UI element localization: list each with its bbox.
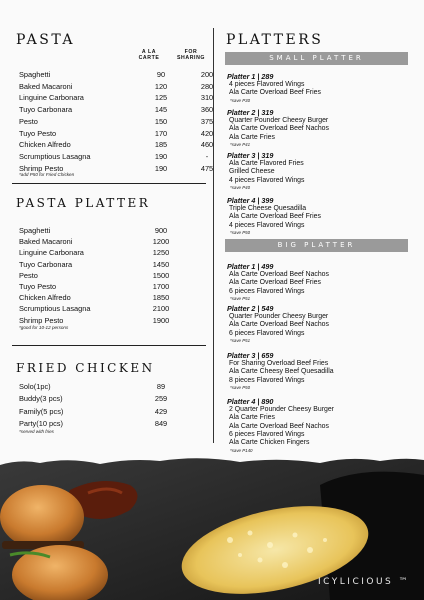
platter-title: Platter 3 | 659 — [227, 351, 274, 360]
fried-chicken-title: FRIED CHICKEN — [16, 361, 155, 375]
platter-item: Triple Cheese Quesadilla — [229, 205, 307, 212]
item-name: Shrimp Pesto — [19, 163, 64, 173]
item-name: Baked Macaroni — [19, 237, 73, 247]
item-name: Tuyo Pesto — [19, 128, 57, 138]
chicken-price: 259 — [154, 394, 168, 404]
platter-item: Grilled Cheese — [229, 168, 275, 176]
platter-title: Platter 4 | 890 — [227, 397, 274, 406]
item-name: Linguine Carbonara — [19, 93, 84, 103]
pasta-platter-title: PASTA PLATTER — [16, 196, 151, 210]
column-divider — [213, 28, 214, 443]
ala-carte-price: 185 — [154, 140, 168, 150]
platter-item: Ala Carte Fries — [229, 414, 275, 422]
item-name: Family(5 pcs) — [19, 406, 64, 416]
table-row — [19, 83, 231, 90]
chicken-price: 89 — [156, 382, 166, 391]
divider — [12, 183, 206, 184]
sharing-price: - — [205, 151, 209, 161]
item-name: Tuyo Carbonara — [19, 105, 73, 115]
pasta-note: *add P50 for Fried Chicken — [19, 172, 75, 177]
brand-logo: ICYLICIOUS ™ — [318, 577, 411, 587]
table-row — [19, 71, 231, 78]
item-name: Chicken Alfredo — [19, 293, 71, 303]
table-row — [19, 106, 231, 113]
platter-savings: *save P51 — [230, 295, 251, 301]
platter-savings: *save P140 — [230, 447, 253, 453]
platter-item: Ala Carte Overload Beef Nachos — [229, 321, 329, 329]
platter-savings: *save P50 — [230, 229, 251, 235]
table-row — [19, 141, 231, 148]
item-name: Linguine Carbonara — [19, 248, 84, 258]
platter-title: Platter 4 | 399 — [227, 196, 274, 205]
item-name: Spaghetti — [19, 70, 51, 79]
table-row — [19, 294, 183, 301]
sharing-price: 475 — [200, 163, 214, 173]
platter-item: Ala Carte Chicken Fingers — [229, 439, 310, 447]
platter-title: Platter 2 | 549 — [227, 304, 274, 313]
table-row — [19, 261, 183, 268]
platter-item: 6 pieces Flavored Wings — [229, 329, 305, 337]
ala-carte-price: 170 — [154, 128, 168, 138]
chicken-price: 849 — [154, 418, 168, 428]
ala-carte-price: 150 — [154, 116, 168, 126]
platter-price: 1250 — [152, 248, 170, 258]
platter-price: 900 — [154, 226, 168, 235]
table-row — [19, 408, 183, 415]
platter-title: Platter 1 | 289 — [227, 72, 274, 81]
item-name: Spaghetti — [19, 226, 51, 235]
table-row — [19, 317, 183, 324]
item-name: Pesto — [19, 116, 38, 126]
platter-item: Ala Carte Overload Beef Nachos — [229, 271, 329, 278]
platter-item: Ala Carte Overload Beef Fries — [229, 279, 321, 287]
table-row — [19, 420, 183, 427]
platter-title: Platter 3 | 319 — [227, 151, 274, 160]
table-row — [19, 383, 183, 390]
item-name: Tuyo Carbonara — [19, 259, 73, 269]
platter-price: 1450 — [152, 259, 170, 269]
table-row — [19, 395, 183, 402]
platter-title: Platter 2 | 319 — [227, 108, 274, 117]
small-platter-banner: SMALL PLATTER — [225, 52, 408, 65]
item-name: Party(10 pcs) — [19, 418, 63, 428]
platter-item: Quarter Pounder Cheesy Burger — [229, 313, 329, 320]
pasta-col-for-sharing: FOR SHARING — [176, 49, 206, 61]
platter-savings: *save P40 — [230, 184, 251, 190]
platter-item: Ala Carte Overload Beef Fries — [229, 89, 321, 97]
platter-price: 1850 — [152, 293, 170, 303]
platter-price: 1500 — [152, 270, 170, 280]
ala-carte-price: 190 — [154, 163, 168, 173]
item-name: Pesto — [19, 270, 38, 280]
sharing-price: 200 — [200, 70, 214, 79]
table-row — [19, 305, 183, 312]
table-row — [19, 272, 183, 279]
table-row — [19, 118, 231, 125]
platter-savings: *save P41 — [230, 141, 251, 147]
big-platter-banner: BIG PLATTER — [225, 239, 408, 252]
platter-item: For Sharing Overload Beef Fries — [229, 360, 329, 367]
platter-item: 2 Quarter Pounder Cheesy Burger — [229, 406, 334, 413]
platter-item: 4 pieces Flavored Wings — [229, 176, 305, 184]
table-row — [19, 249, 183, 256]
item-name: Scrumptious Lasagna — [19, 151, 91, 161]
sharing-price: 360 — [200, 105, 214, 115]
platter-item: Ala Carte Flavored Fries — [229, 160, 304, 167]
platter-item: 8 pieces Flavored Wings — [229, 376, 305, 384]
sharing-price: 310 — [200, 93, 214, 103]
pasta-title: PASTA — [16, 32, 76, 48]
item-name: Buddy(3 pcs) — [19, 394, 63, 404]
platter-item: 4 pieces Flavored Wings — [229, 221, 305, 229]
platter-price: 1200 — [152, 237, 170, 247]
divider — [12, 345, 206, 346]
item-name: Scrumptious Lasagna — [19, 304, 91, 314]
ala-carte-price: 145 — [154, 105, 168, 115]
platter-item: Ala Carte Overload Beef Nachos — [229, 422, 329, 430]
platter-savings: *save P51 — [230, 337, 251, 343]
pasta-platter-note: *good for 10-12 persons — [19, 325, 69, 330]
sharing-price: 280 — [200, 81, 214, 91]
platters-title: PLATTERS — [226, 32, 324, 48]
ala-carte-price: 125 — [154, 93, 168, 103]
platter-item: 6 pieces Flavored Wings — [229, 287, 305, 295]
platter-savings: *save P30 — [230, 97, 251, 103]
ala-carte-price: 90 — [156, 70, 166, 79]
table-row — [19, 283, 183, 290]
ala-carte-price: 120 — [154, 81, 168, 91]
table-row — [19, 165, 231, 172]
platter-savings: *save P50 — [230, 384, 251, 390]
platter-price: 1700 — [152, 282, 170, 291]
fried-chicken-note: *served with fries — [19, 429, 54, 434]
sharing-price: 375 — [200, 116, 214, 126]
platter-item: Ala Carte Overload Beef Fries — [229, 213, 321, 221]
platter-price: 2100 — [152, 304, 170, 314]
sharing-price: 420 — [200, 128, 214, 138]
platter-item: 6 pieces Flavored Wings — [229, 430, 305, 438]
platter-item: Quarter Pounder Cheesy Burger — [229, 117, 329, 124]
platter-item: Ala Carte Cheesy Beef Quesadilla — [229, 368, 334, 376]
item-name: Shrimp Pesto — [19, 315, 64, 325]
item-name: Solo(1pc) — [19, 382, 51, 391]
sharing-price: 460 — [200, 140, 214, 150]
platter-price: 1900 — [152, 315, 170, 325]
table-row — [19, 130, 231, 137]
ala-carte-price: 190 — [154, 151, 168, 161]
item-name: Chicken Alfredo — [19, 140, 71, 150]
platter-item: Ala Carte Fries — [229, 133, 275, 141]
item-name: Baked Macaroni — [19, 81, 73, 91]
pasta-col-ala-carte: A LA CARTE — [138, 49, 160, 61]
item-name: Tuyo Pesto — [19, 282, 57, 291]
platter-item: 4 pieces Flavored Wings — [229, 81, 305, 88]
table-row — [19, 153, 231, 160]
platter-title: Platter 1 | 499 — [227, 262, 274, 271]
table-row — [19, 94, 231, 101]
chicken-price: 429 — [154, 406, 168, 416]
table-row — [19, 227, 183, 234]
platter-item: Ala Carte Overload Beef Nachos — [229, 125, 329, 133]
table-row — [19, 238, 183, 245]
